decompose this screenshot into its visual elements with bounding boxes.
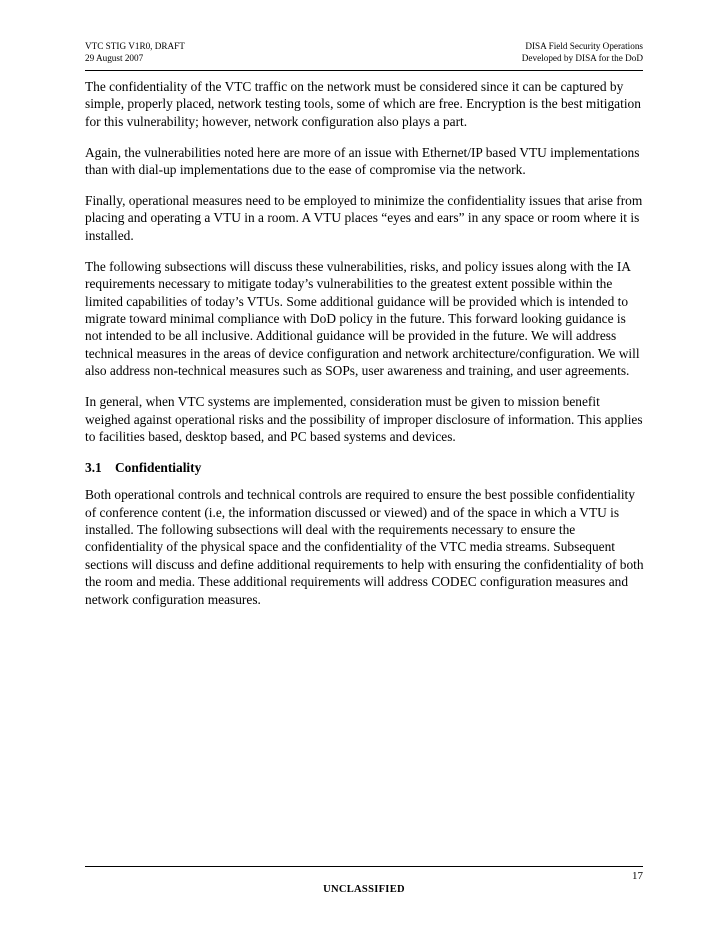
classification-marking: UNCLASSIFIED [323, 884, 405, 895]
body-paragraph: The confidentiality of the VTC traffic on the network must be considered since it can be captured by simple, properly placed, network testing tools, some of which are free. Encryption is the best mitigation for this vulnerability; however, network configuration also plays a part. [85, 79, 641, 129]
header-left [85, 40, 185, 64]
body-paragraph: Again, the vulnerabilities noted here are more of an issue with Ethernet/IP based VTU implementations than with dial-up implementations due to the ease of compromise via the network. [85, 144, 640, 178]
section-paragraph: Both operational controls and technical controls are required to ensure the best possible confidentiality of conference content (i.e, the information discussed or viewed) and of the space in which a VTU is installed. The following subsections will deal with the requirements necessary to ensure the confidentiality of the physical space and the confidentiality of the VTC media streams. Subsequent sections will discuss and define additional requirements to help with ensuring the confidentiality of both the room and media. These additional requirements will address CODEC configuration measures and network configuration measures. [85, 487, 644, 607]
developer-note: Developed by DISA for the DoD [521, 53, 643, 63]
document-version: VTC STIG V1R0, DRAFT [85, 41, 185, 51]
body-paragraph: The following subsections will discuss these vulnerabilities, risks, and policy issues along with the IA requirements necessary to mitigate today’s vulnerabilities to the greatest extent possible within the limited capabilities of today’s VTUs. Some additional guidance will be provided which is intended to migrate toward minimal compliance with DoD policy in the future. This forward looking guidance is not intended to be all inclusive. Additional guidance will be provided in the future. We will address technical measures in the areas of device configuration and network architecture/configuration. We will also address non-technical measures such as SOPs, user awareness and training, and user agreements. [85, 258, 640, 379]
body-paragraph: In general, when VTC systems are implemented, consideration must be given to mission benefit weighed against operational risks and the possibility of improper disclosure of information. This applies to facilities based, desktop based, and PC based systems and devices. [85, 394, 643, 444]
section-number: 3.1 [85, 459, 102, 475]
document-body [85, 78, 645, 622]
body-paragraph: Finally, operational measures need to be employed to minimize the confidentiality issues that arise from placing and operating a VTU in a room. A VTU places “eyes and ears” in any space or room where it is installed. [85, 193, 643, 243]
organization-name: DISA Field Security Operations [525, 41, 643, 51]
page-header [85, 40, 643, 71]
document-date: 29 August 2007 [85, 53, 144, 63]
footer-divider [85, 866, 643, 867]
section-heading [85, 459, 645, 476]
header-right [522, 40, 643, 64]
section-title: Confidentiality [115, 459, 202, 475]
page-number: 17 [632, 870, 643, 882]
